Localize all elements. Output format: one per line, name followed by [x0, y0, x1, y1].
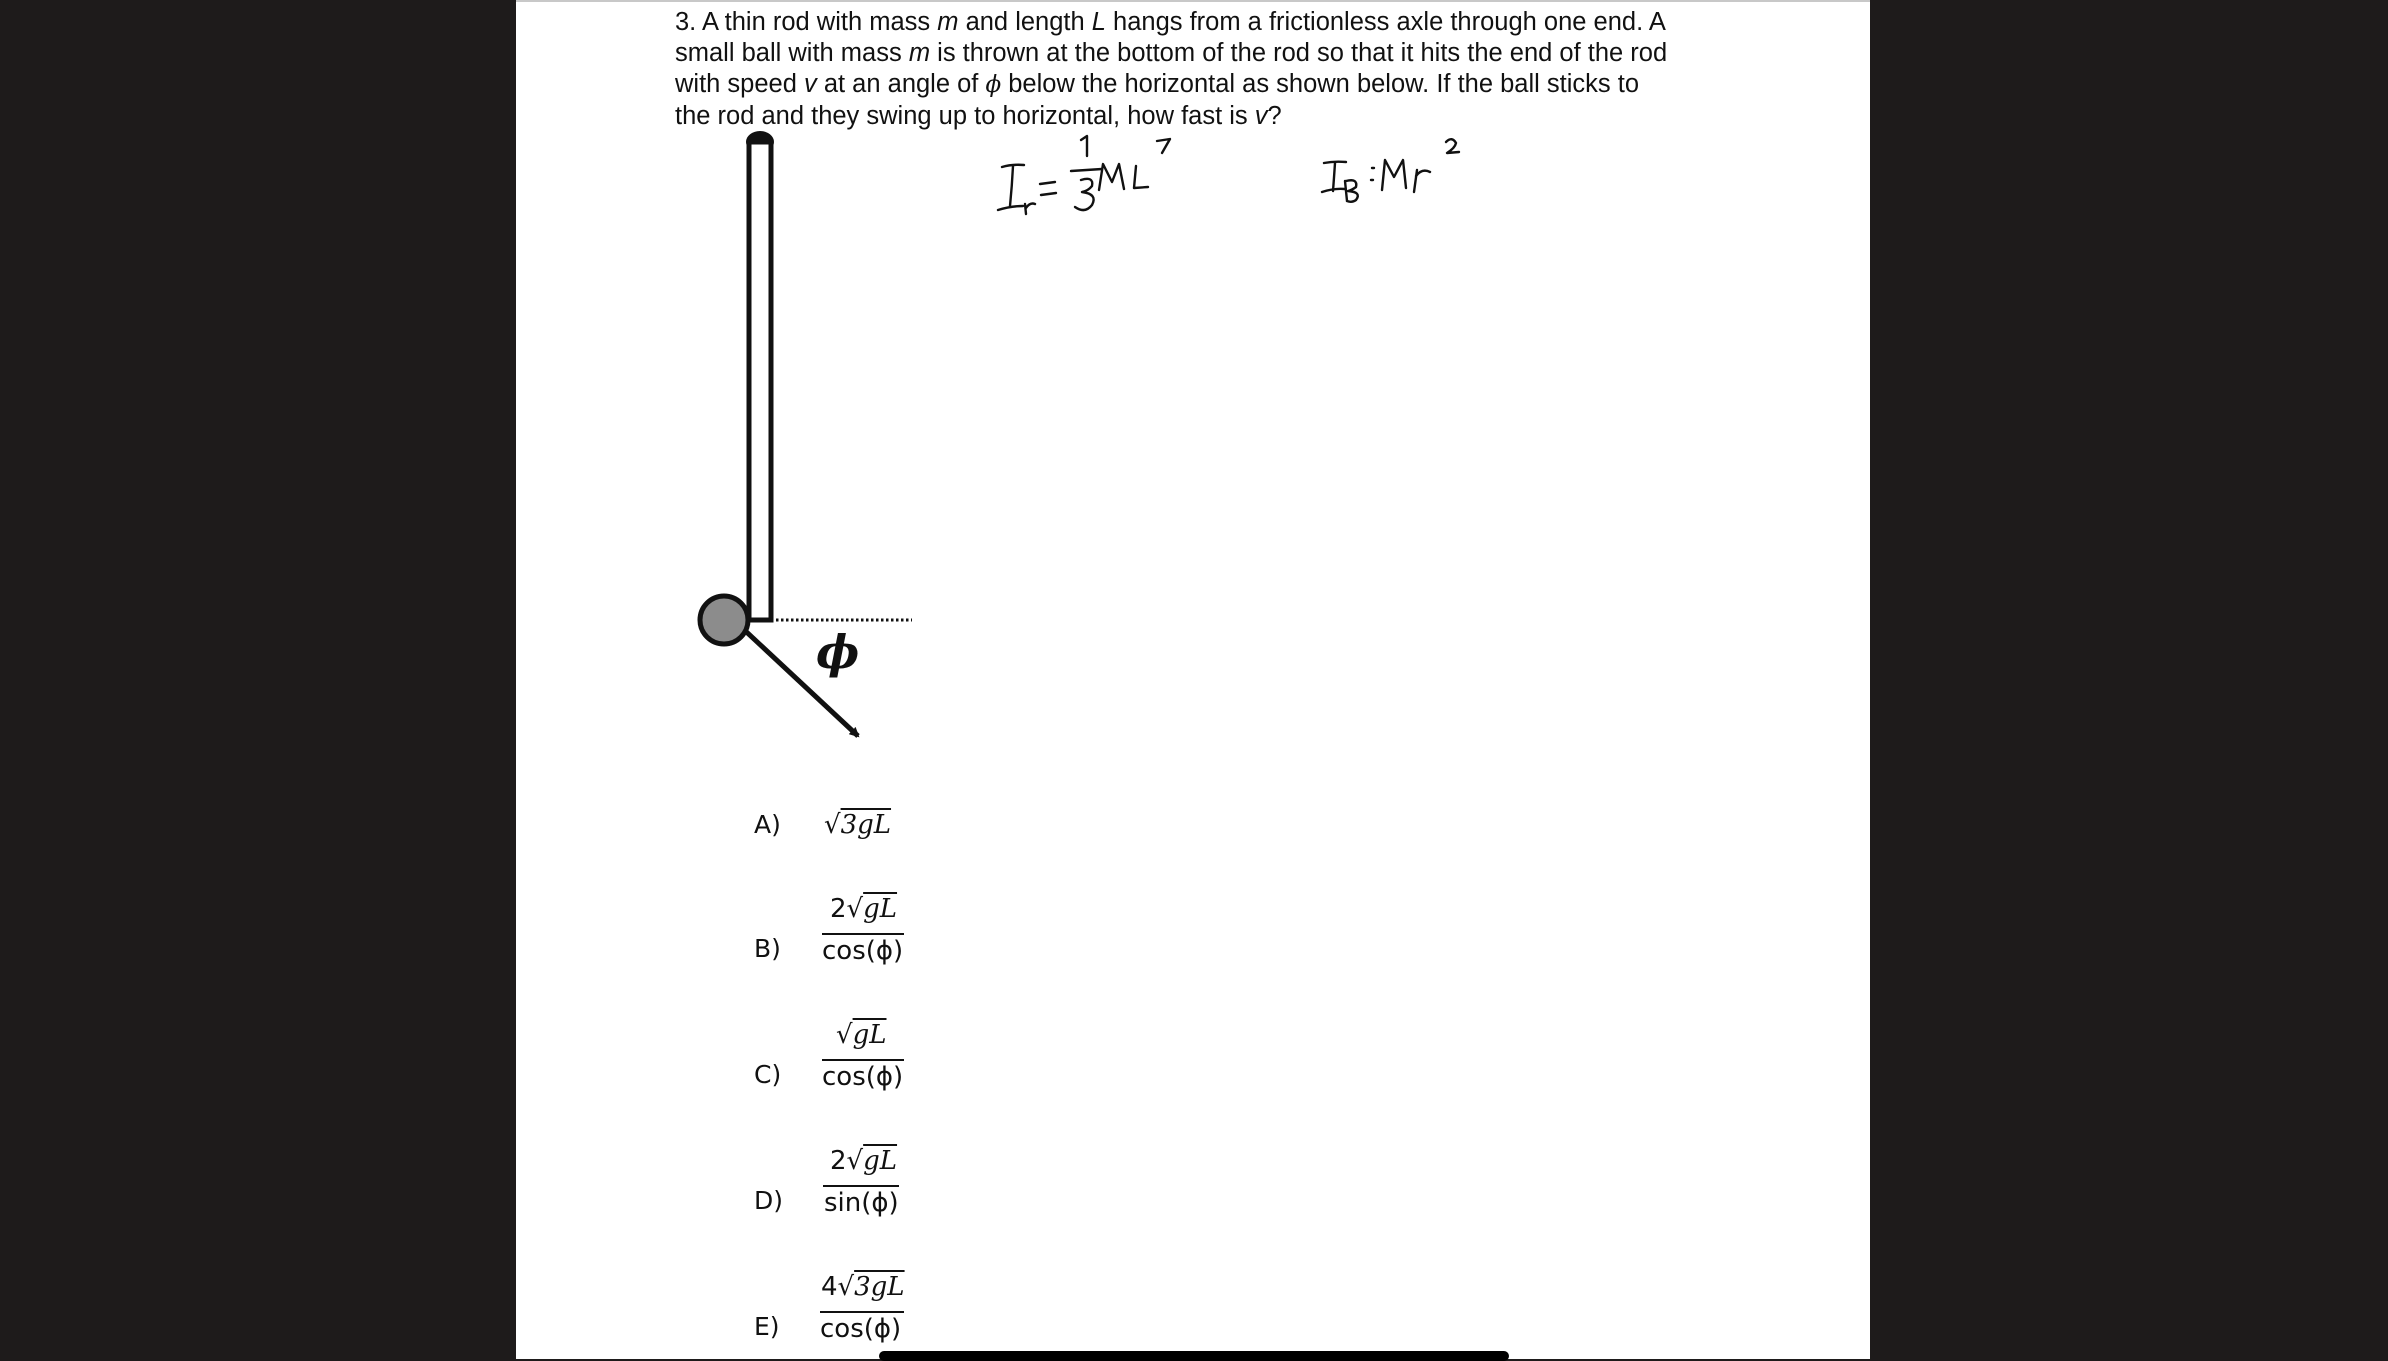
choice-d-denominator: sin(ϕ): [824, 1188, 899, 1218]
choice-d-label: D): [754, 1186, 784, 1215]
choice-d-numerator: 2√gL: [830, 1146, 898, 1176]
choice-e-numerator: 4√3gL: [821, 1272, 905, 1302]
problem-number: 3.: [675, 8, 697, 36]
choice-c-label: C): [754, 1060, 782, 1089]
choice-a-label: A): [754, 810, 781, 839]
problem-line-2: small ball with mass m is thrown at the bottom of the rod so that it hits the end of the rod: [675, 39, 1668, 67]
choice-d[interactable]: [754, 1144, 954, 1224]
choice-b-numerator: 2√gL: [830, 894, 898, 924]
choice-c-denominator: cos(ϕ): [822, 1062, 904, 1092]
handwritten-rod-inertia: [998, 136, 1170, 214]
problem-line-3: with speed v at an angle of ϕ below the horizontal as shown below. If the ball sticks to: [675, 70, 1640, 98]
choice-c[interactable]: [754, 1018, 954, 1098]
choice-a[interactable]: A) √3gL: [754, 810, 892, 840]
problem-line-1: 3. A thin rod with mass m and length L hangs from a frictionless axle through one end. A: [675, 8, 1666, 36]
choice-b-label: B): [754, 934, 781, 963]
ball: [700, 596, 748, 644]
choice-e[interactable]: [754, 1270, 954, 1350]
home-indicator-bar[interactable]: [879, 1351, 1509, 1361]
choice-c-numerator: √gL: [836, 1020, 887, 1050]
choice-e-label: E): [754, 1312, 780, 1341]
handwritten-notes: [516, 0, 1870, 240]
choice-e-denominator: cos(ϕ): [820, 1314, 902, 1344]
document-page: [516, 0, 1870, 1359]
choice-a-radicand: 3gL: [840, 810, 892, 840]
choice-b-denominator: cos(ϕ): [822, 936, 904, 966]
angle-phi-label: ϕ: [816, 625, 860, 679]
handwritten-ball-inertia: [1322, 139, 1459, 202]
problem-line-4: the rod and they swing up to horizontal, how fast is v?: [675, 102, 1282, 130]
choice-b[interactable]: [754, 892, 954, 972]
